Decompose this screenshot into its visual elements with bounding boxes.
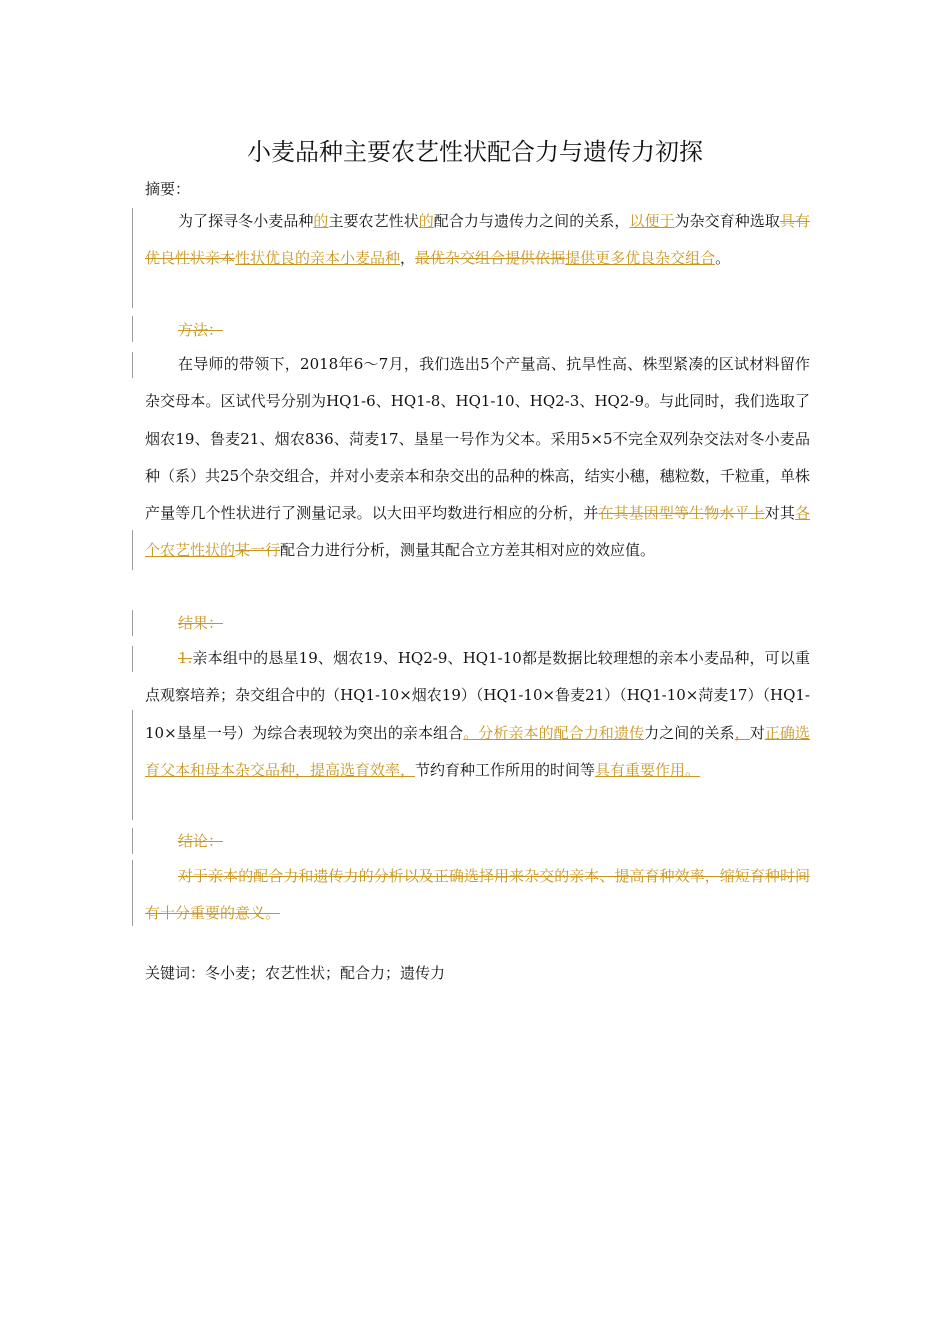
abstract-result-paragraph: 1.亲本组中的恳星19、烟农19、HQ2-9、HQ1-10都是数据比较理想的亲本小麦品种，可以重点观察培养；杂交组合中的（HQ1-10×烟农19）（HQ1-10×鲁麦21）（HQ1-10×菏麦17）（HQ1-10×垦星一号）为综合表现较为突出的亲本组合。分析亲本的配合力和遗传力之间的关系，对正确选育父本和母本杂交品种，提高选育效率，节约育种工作所用的时间等具有重要作用。: [145, 649, 810, 779]
document-title: 小麦品种主要农艺性状配合力与遗传力初探: [247, 138, 703, 166]
change-bar: [132, 828, 133, 854]
conclusion-heading: 结论：: [178, 832, 224, 850]
change-bar: [132, 610, 133, 636]
change-bar: [132, 316, 133, 342]
change-bar: [132, 710, 133, 820]
keywords-line: [145, 962, 445, 983]
keywords-value: 冬小麦；农艺性状；配合力；遗传力: [205, 964, 446, 982]
abstract-conclusion-paragraph: 对于亲本的配合力和遗传力的分析以及正确选择用来杂交的亲本、提高育种效率，缩短育种时间有十分重要的意义。: [145, 867, 810, 923]
change-bar: [132, 530, 133, 570]
keywords-label: 关键词：: [145, 964, 206, 982]
change-bar: [132, 646, 133, 672]
change-bar: [132, 860, 133, 926]
change-bar: [132, 208, 133, 308]
change-bar: [132, 352, 133, 378]
abstract-label: 摘要：: [145, 180, 191, 198]
result-heading: 结果：: [178, 614, 224, 632]
abstract-purpose-paragraph: 为了探寻冬小麦品种的主要农艺性状的配合力与遗传力之间的关系，以便于为杂交育种选取具有优良性状亲本性状优良的亲本小麦品种，最优杂交组合提供依据提供更多优良杂交组合。: [145, 212, 810, 268]
method-heading: 方法：: [178, 321, 224, 339]
abstract-method-paragraph: 在导师的带领下，2018年6～7月，我们选出5个产量高、抗旱性高、株型紧凑的区试材料留作杂交母本。区试代号分别为HQ1-6、HQ1-8、HQ1-10、HQ2-3、HQ2-9。与此同时，我们选取了烟农19、鲁麦21、烟农836、菏麦17、垦星一号作为父本。采用5×5不完全双列杂交法对冬小麦品种（系）共25个杂交组合，并对小麦亲本和杂交出的品种的株高，结实小穗，穗粒数，千粒重，单株产量等几个性状进行了测量记录。以大田平均数进行相应的分析，并在其基因型等生物水平上对其各个农艺性状的某一行配合力进行分析，测量其配合立方差其相对应的效应值。: [145, 355, 810, 560]
